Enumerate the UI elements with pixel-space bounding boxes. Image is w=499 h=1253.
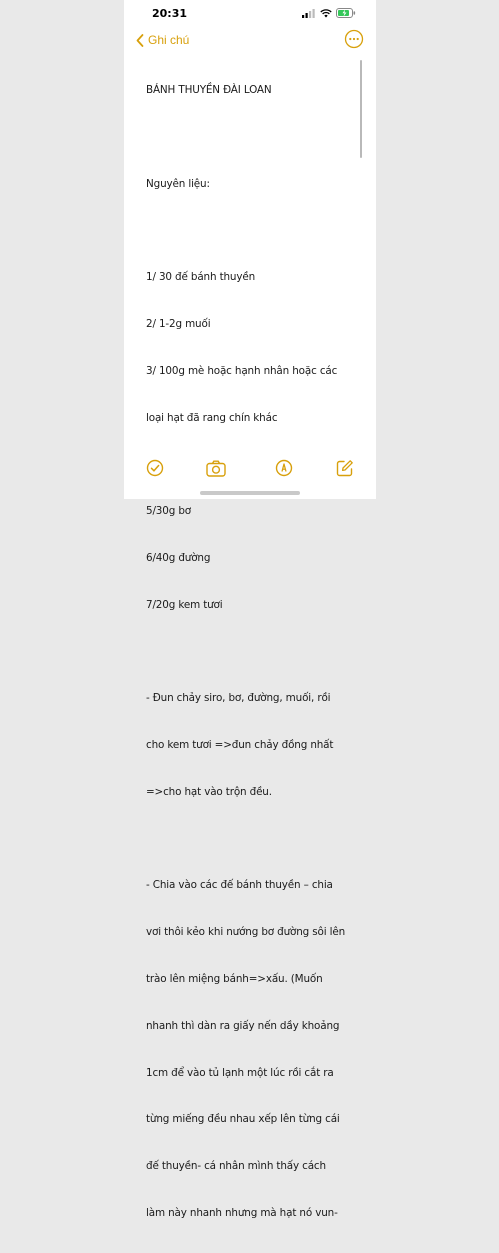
note-line: từng miếng đều nhau xếp lên từng cái bbox=[146, 1113, 340, 1126]
note-line: - Chia vào các đế bánh thuyền – chia bbox=[146, 879, 333, 892]
more-button[interactable] bbox=[344, 29, 364, 49]
note-line: trào lên miệng bánh=>xấu. (Muốn bbox=[146, 973, 323, 986]
note-line bbox=[146, 224, 356, 240]
bottom-fade bbox=[124, 436, 376, 456]
note-line: 1/ 30 đế bánh thuyền bbox=[146, 271, 256, 284]
camera-icon bbox=[206, 460, 226, 477]
note-line: nhanh thì dàn ra giấy nến dầy khoảng bbox=[146, 1019, 340, 1032]
scrollbar[interactable] bbox=[360, 60, 362, 158]
note-line: 5/30g bơ bbox=[146, 505, 191, 518]
note-line: 3/ 100g mè hoặc hạnh nhân hoặc các bbox=[146, 364, 338, 377]
note-line: cho kem tươi =>đun chảy đồng nhất bbox=[146, 739, 334, 752]
note-line: 2/ 1-2g muối bbox=[146, 318, 211, 331]
note-line bbox=[146, 130, 356, 146]
battery-charging-icon bbox=[336, 8, 356, 18]
bottom-toolbar bbox=[124, 456, 376, 480]
signal-icon bbox=[302, 9, 316, 18]
status-bar bbox=[124, 0, 376, 26]
note-line: làm này nhanh nhưng mà hạt nó vun- bbox=[146, 1206, 338, 1219]
compose-icon bbox=[336, 459, 354, 477]
back-button[interactable] bbox=[136, 30, 189, 50]
checklist-button[interactable] bbox=[144, 458, 166, 478]
home-indicator bbox=[200, 491, 300, 495]
checklist-icon bbox=[146, 459, 164, 477]
note-line: đế thuyền- cá nhân mình thấy cách bbox=[146, 1160, 326, 1173]
note-line: - Đun chảy siro, bơ, đường, muối, rồi bbox=[146, 692, 331, 705]
status-time: 20:31 bbox=[152, 7, 188, 20]
wifi-icon bbox=[320, 9, 332, 18]
note-line: loại hạt đã rang chín khác bbox=[146, 411, 278, 424]
note-line: vơi thôi kẻo khi nướng bơ đường sôi lên bbox=[146, 926, 346, 939]
note-line: 6/40g đường bbox=[146, 552, 211, 564]
camera-button[interactable] bbox=[205, 458, 227, 478]
note-line: 7/20g kem tươi bbox=[146, 598, 223, 611]
note-line: Nguyên liệu: bbox=[146, 177, 210, 190]
back-label: Ghi chú bbox=[148, 33, 190, 47]
note-line: BÁNH THUYỀN ĐÀI LOAN bbox=[146, 84, 272, 97]
markup-pen-icon bbox=[275, 459, 293, 477]
chevron-left-icon bbox=[136, 34, 144, 47]
note-line bbox=[146, 645, 356, 661]
note-body[interactable] bbox=[146, 52, 356, 1253]
phone-screen bbox=[124, 0, 376, 1219]
note-line bbox=[146, 832, 356, 848]
note-line: 1cm để vào tủ lạnh một lúc rồi cắt ra bbox=[146, 1066, 334, 1079]
markup-button[interactable] bbox=[273, 458, 295, 478]
note-line: =>cho hạt vào trộn đều. bbox=[146, 785, 272, 798]
compose-button[interactable] bbox=[334, 458, 356, 478]
more-ellipsis-icon bbox=[344, 29, 364, 49]
nav-bar bbox=[124, 26, 376, 54]
status-icons bbox=[302, 8, 356, 18]
